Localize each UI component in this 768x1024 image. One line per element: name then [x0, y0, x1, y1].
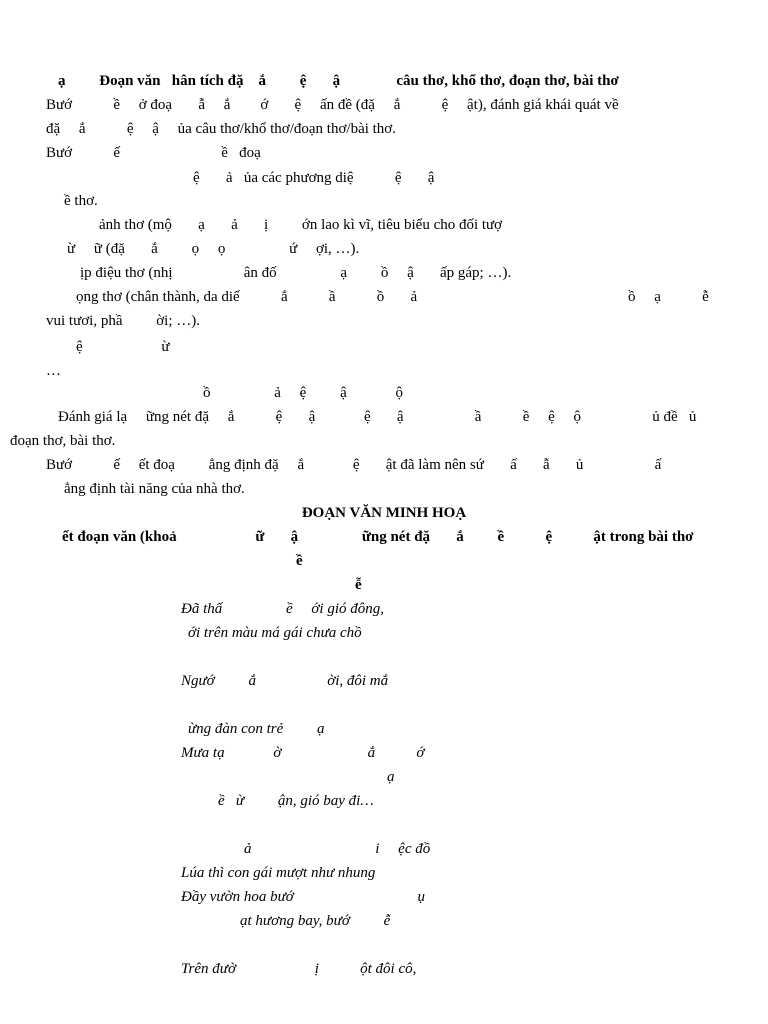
poem-line: Ngướ ắ ời, đôi mắ [181, 673, 389, 689]
step-2-line: Bướ ế ề đoạ [46, 145, 261, 161]
poem-line: Lúa thì con gái mượt như nhung [181, 865, 376, 881]
evaluation-line-cont: đoạn thơ, bài thơ. [10, 433, 116, 449]
poem-line: ề ừ ận, gió bay đi… [218, 793, 374, 809]
step-1-line-cont: đặ ắ ệ ậ ủa câu thơ/khổ thơ/đoạn thơ/bài thơ. [46, 121, 396, 137]
task-line-cont: ề [296, 553, 303, 569]
body-line-2: ồ ả ệ ậ ộ [203, 385, 403, 401]
poem-title: ễ [355, 577, 362, 593]
rhythm-point: ịp điệu thơ (nhị ân đố ạ ồ ậ ấp gáp; …). [80, 265, 512, 281]
evaluation-line: Đánh giá lạ ững nét đặ ắ ệ ậ ệ ậ ầ ề ệ ộ ủ đề ủ [58, 409, 697, 425]
poem-line: ả i ệc đồ [244, 841, 431, 857]
body-line: ề thơ. [64, 193, 98, 209]
poem-line: Mưa tạ ờ ắ ớ [181, 745, 425, 761]
poem-line: ạt hương bay, bướ ễ [240, 913, 391, 929]
poem-line: ừng đàn con trẻ ạ [188, 721, 325, 737]
step-3-line-cont: ẳng định tài năng của nhà thơ. [64, 481, 245, 497]
image-point-cont: ừ ữ (đặ ắ ọ ọ ứ ợi, …). [67, 241, 360, 257]
step-1-line: Bướ ề ở đoạ ẫ ắ ớ ệ ấn đề (đặ ắ ệ ật), đánh giá khái quát về [46, 97, 619, 113]
task-line: ết đoạn văn (khoả ữ ậ ững nét đặ ắ ề ệ ật trong bài thơ [62, 529, 694, 545]
tone-point-cont: vui tươi, phầ ời; …). [46, 313, 200, 329]
tone-point: ọng thơ (chân thành, da diế ắ ầ ồ ả [76, 289, 418, 305]
tone-point-right: ồ ạ ễ [628, 289, 709, 305]
image-point: ảnh thơ (mộ ạ ả ị ớn lao kì vĩ, tiêu biểu cho đối tượ [99, 217, 503, 233]
word-point: ệ ừ [76, 339, 170, 355]
poem-line: Đầy vườn hoa bướ ụ [181, 889, 426, 905]
poem-line: Trên đườ ị ột đôi cô, [181, 961, 417, 977]
poem-line: ạ [387, 769, 395, 785]
ellipsis-line: … [46, 363, 61, 379]
heading-line: ạ Đoạn văn hân tích đặ ắ ệ ậ câu thơ, khổ thơ, đoạn thơ, bài thơ [58, 73, 619, 89]
step-3-line: Bướ ế ết đoạ ẳng định đặ ắ ệ ật đã làm nên sứ ấ ẫ ủ ấ [46, 457, 662, 473]
poem-line: Đã thấ ề ới gió đông, [181, 601, 384, 617]
section-title: ĐOẠN VĂN MINH HOẠ [301, 505, 467, 521]
step-2-line-cont: ệ ả ủa các phương diệ ệ ậ [193, 170, 435, 186]
poem-line: ới trên màu má gái chưa chồ [188, 625, 362, 641]
